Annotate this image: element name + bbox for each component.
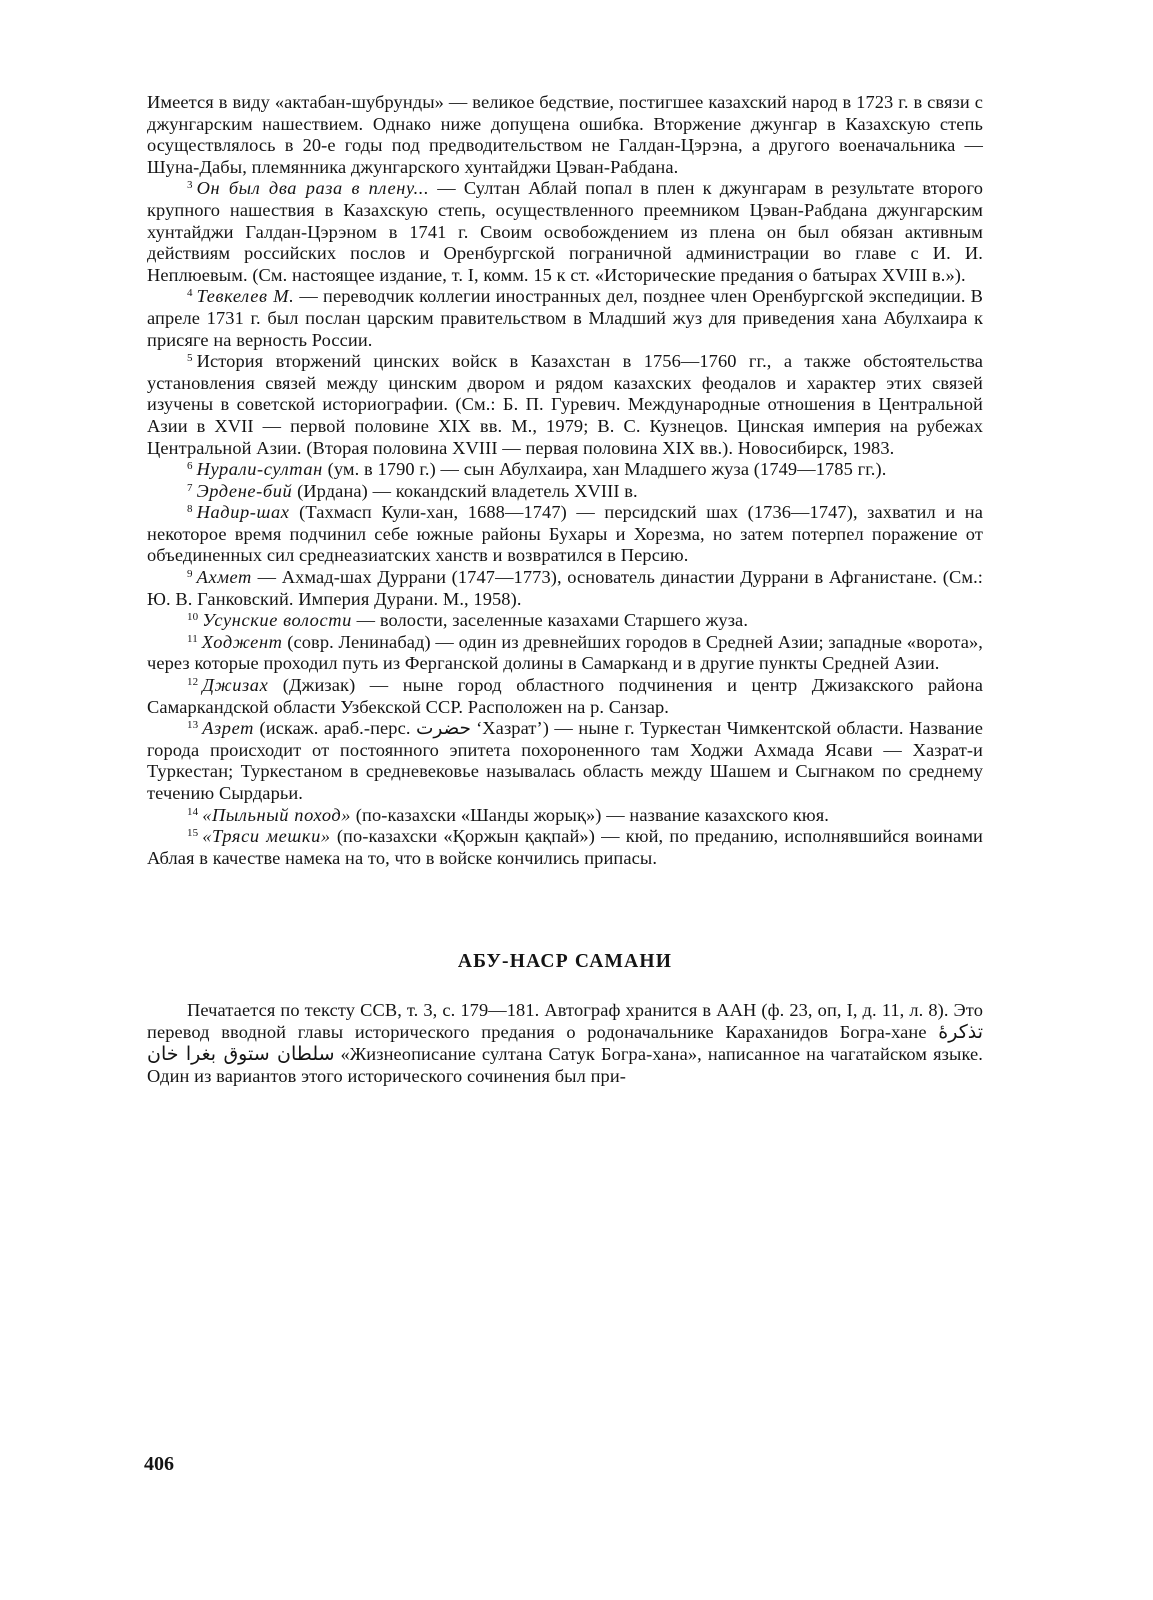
footnote-10 — [147, 610, 983, 632]
paragraph-text-end: «Жизнеописание султана Сатук Богра-хана», написанное на чагатайском языке. Один из вариантов этого исторического сочинения был при- — [147, 1044, 983, 1087]
footnote-term: Усунские волости — [202, 610, 352, 631]
footnote-text: — волости, заселенные казахами Старшего жуза. — [356, 610, 749, 631]
footnote-term: Тевкелев М. — [196, 286, 295, 307]
footnote-term: Надир-шах — [196, 502, 290, 523]
footnote-14 — [147, 805, 983, 827]
footnote-number: 11 — [187, 632, 198, 645]
footnote-term: Эрдене-бий — [196, 480, 293, 501]
section-paragraph — [147, 999, 983, 1087]
footnotes — [147, 92, 983, 869]
footnote-number: 4 — [187, 287, 193, 300]
footnote-11 — [147, 632, 983, 675]
footnote-text: (по-казахски «Қоржын қақпай») — кюй, по преданию, исполнявшийся воинами Аблая в качестве намека на то, что в войске кончились припасы. — [147, 826, 983, 868]
footnote-15 — [147, 826, 983, 869]
footnote-term: Нурали-султан — [196, 459, 323, 480]
footnote-term: «Пыльный поход» — [202, 804, 352, 825]
paragraph-text-start: Печатается по тексту ССВ, т. 3, с. 179—181. Автограф хранится в ААН (ф. 23, оп, I, д. 11, л. 8). Это перевод вводной главы исторического предания о родоначальнике Караханидов Богра-хане — [147, 1000, 983, 1043]
page-number: 406 — [144, 1453, 174, 1475]
footnote-3 — [147, 178, 983, 286]
footnote-text: (Ирдана) — кокандский владетель XVIII в. — [297, 480, 638, 501]
footnote-text: (искаж. араб.-перс. حضرت ‘Хазрат’) — ныне г. Туркестан Чимкентской области. Название города происходит от постоянного эпитета похороненного там Ходжи Ахмада Ясави — Хазрат-и Туркестан; Туркестаном в средневековье называлась область между Шашем и Сыгнаком по среднему течению Сырдарьи. — [147, 718, 983, 803]
footnote-number: 7 — [187, 481, 193, 494]
footnote-13 — [147, 718, 983, 804]
footnote-term: Он был два раза в плену... — [196, 178, 430, 199]
footnote-12 — [147, 675, 983, 718]
footnote-9 — [147, 567, 983, 610]
footnote-4 — [147, 286, 983, 351]
footnote-number: 8 — [187, 503, 193, 516]
footnote-5 — [147, 351, 983, 459]
footnote-number: 10 — [187, 611, 199, 624]
footnote-7 — [147, 481, 983, 503]
footnote-text: (ум. в 1790 г.) — сын Абулхаира, хан Младшего жуза (1749—1785 гг.). — [327, 459, 887, 480]
arabic-title: تذكرهٔ سلطان ستوق بغرا خان — [147, 1021, 983, 1066]
footnote-number: 14 — [187, 805, 199, 818]
footnote-text: (по-казахски «Шанды жорық») — название казахского кюя. — [355, 804, 830, 825]
footnote-text: — переводчик коллегии иностранных дел, позднее член Оренбургской экспедиции. В апреле 1731 г. был послан царским правительством в Младший жуз для приведения хана Абулхаира к присяге на верность России. — [147, 286, 984, 350]
footnote-term: Ахмет — [196, 567, 252, 588]
footnote-number: 12 — [187, 676, 199, 689]
footnote-text: (Джизак) — ныне город областного подчинения и центр Джизакского района Самаркандской области Узбекской ССР. Расположен на р. Санзар. — [147, 675, 983, 717]
note-continuation — [147, 92, 983, 178]
footnote-8 — [147, 502, 983, 567]
commentary-section — [147, 951, 983, 1087]
footnote-term: Джизах — [202, 675, 269, 696]
footnote-term: Азрет — [202, 718, 255, 739]
footnote-text: Имеется в виду «актабан-шубрунды» — великое бедствие, постигшее казахский народ в 1723 г. в связи с джунгарским нашествием. Однако ниже допущена ошибка. Вторжение джунгар в Казахскую степь осуществлялось в 20-е годы под предводительством не Галдан-Цэрэна, а другого военачальника — Шуна-Дабы, племянника джунгарского хунтайджи Цэван-Рабдана. — [147, 92, 983, 177]
footnote-number: 5 — [187, 352, 193, 365]
section-title: АБУ-НАСР САМАНИ — [457, 951, 673, 973]
footnote-text: (совр. Ленинабад) — один из древнейших городов в Средней Азии; западные «ворота», через которые проходил путь из Ферганской долины в Самарканд и в другие пункты Средней Азии. — [147, 631, 983, 674]
footnote-term: Ходжент — [201, 631, 283, 652]
footnote-text: История вторжений цинских войск в Казахстан в 1756—1760 гг., а также обстоятельства установления связей между цинским двором и рядом казахских феодалов и характер этих связей изучены в советской историографии. (См.: Б. П. Гуревич. Международные отношения в Центральной Азии в XVII — первой половине XIX вв. М., 1979; В. С. Кузнецов. Цинская империя на рубежах Центральной Азии. (Вторая половина XVIII — первая половина XIX вв.). Новосибирск, 1983. — [147, 351, 983, 458]
footnote-text: — Ахмад-шах Дуррани (1747—1773), основатель династии Дуррани в Афганистане. (См.: Ю. В. Ганковский. Империя Дурани. М., 1958). — [147, 567, 983, 609]
footnote-number: 3 — [187, 179, 193, 192]
footnote-number: 9 — [187, 568, 193, 581]
footnote-text: — Султан Аблай попал в плен к джунгарам в результате второго крупного нашествия в Казахскую степь, осуществленного преемником Цэван-Рабдана джунгарским хунтайджи Галдан-Цэрэном в 1741 г. Своим освобождением из плена он был обязан активным действиям российских послов и Оренбургской пограничной администрации во главе с И. И. Неплюевым. (См. настоящее издание, т. I, комм. 15 к ст. «Исторические предания о батырах XVIII в.»). — [147, 178, 983, 285]
footnote-term: «Тряси мешки» — [202, 826, 331, 847]
footnote-number: 6 — [187, 460, 193, 473]
footnote-number: 13 — [187, 719, 199, 732]
footnote-number: 15 — [187, 827, 199, 840]
footnote-6 — [147, 459, 983, 481]
footnote-text: (Тахмасп Кули-хан, 1688—1747) — персидский шах (1736—1747), захватил и на некоторое время подчинил себе южные районы Бухары и Хорезма, но затем потерпел поражение от объединенных сил среднеазиатских ханств и возвратился в Персию. — [147, 502, 983, 566]
